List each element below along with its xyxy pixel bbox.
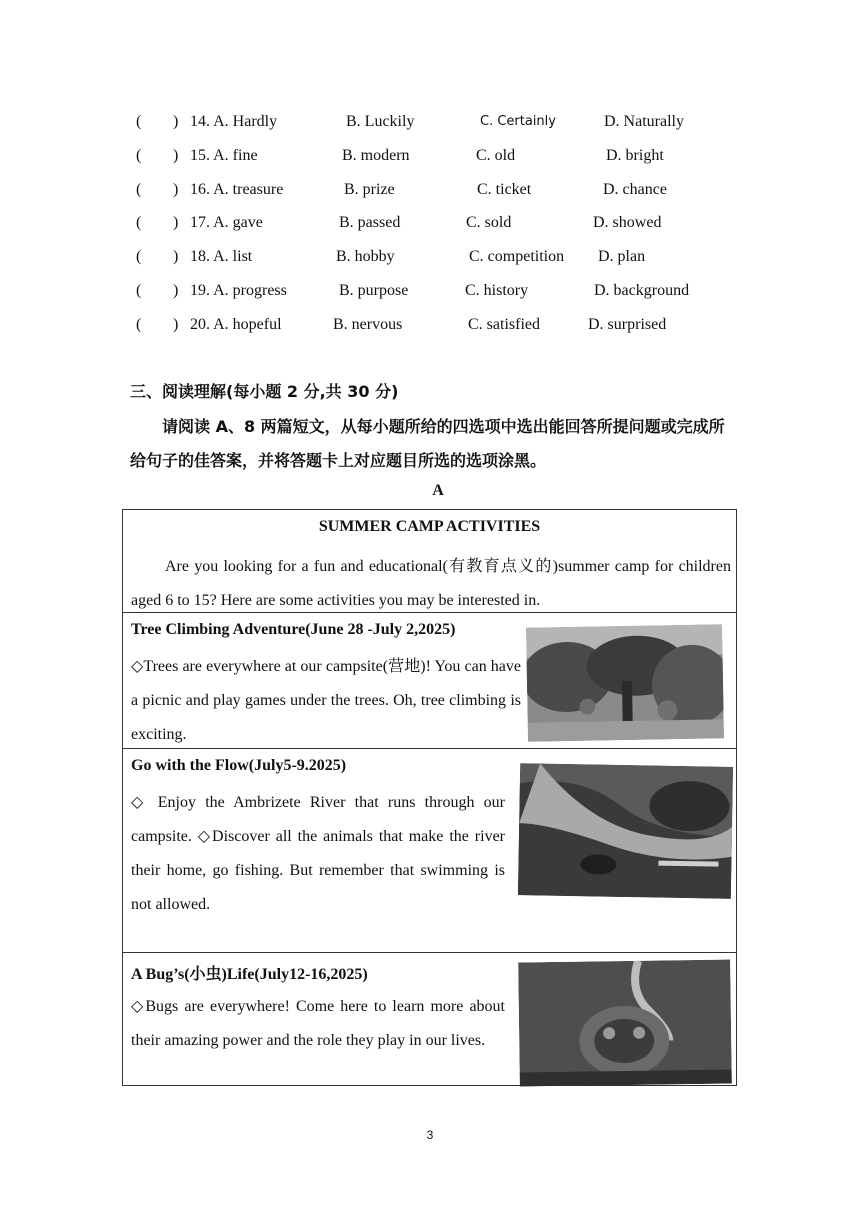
answer-paren-right: ) [173, 146, 179, 164]
option-b: B. hobby [336, 248, 395, 266]
option-a: 14. A. Hardly [190, 113, 278, 130]
option-b: B. passed [339, 214, 401, 232]
activity-title: A Bug’s(小虫)Life(July12-16,2025) [131, 966, 368, 983]
option-a: 18. A. list [190, 248, 253, 266]
tree-photo [526, 624, 724, 741]
question-row [136, 313, 776, 347]
option-c: C. sold [466, 214, 512, 232]
answer-paren-left: ( [136, 214, 142, 232]
answer-paren-right: ) [173, 315, 179, 333]
option-d: D. Naturally [604, 113, 684, 130]
activity-title: Tree Climbing Adventure(June 28 -July 2,2025) [131, 621, 456, 638]
camp-activities-table [122, 509, 737, 1086]
answer-paren-left: ( [136, 146, 142, 164]
activity-cell [123, 953, 736, 1086]
camp-intro: Are you looking for a fun and educational(有教育点义的)summer camp for children aged 6 to 15? Here are some activities you may be interested in. [131, 558, 731, 609]
option-c: C. satisfied [468, 315, 540, 333]
answer-paren-right: ) [173, 113, 179, 130]
camp-header-cell [123, 510, 736, 613]
activity-text: ◇Trees are everywhere at our campsite(营地)! You can have a picnic and play games under the trees. Oh, tree climbing is exciting. [131, 658, 521, 743]
option-c: C. old [476, 146, 516, 164]
answer-paren-left: ( [136, 248, 142, 266]
option-d: D. showed [593, 214, 662, 232]
option-a: 19. A. progress [190, 281, 287, 299]
answer-paren-right: ) [173, 214, 179, 232]
question-row [136, 211, 776, 245]
option-b: B. Luckily [346, 113, 415, 130]
option-c: C. competition [469, 248, 565, 266]
option-b: B. nervous [333, 315, 403, 333]
activity-cell [123, 749, 736, 953]
question-row [136, 110, 776, 144]
answer-paren-left: ( [136, 180, 142, 198]
answer-paren-left: ( [136, 315, 142, 333]
passage-label: A [432, 482, 444, 499]
river-photo [518, 763, 733, 899]
activity-cell [123, 613, 736, 749]
option-d: D. surprised [588, 315, 667, 333]
answer-paren-left: ( [136, 113, 142, 130]
question-list [136, 110, 776, 347]
answer-paren-right: ) [173, 180, 179, 198]
option-d: D. background [594, 281, 690, 299]
option-a: 20. A. hopeful [190, 315, 282, 333]
option-a: 15. A. fine [190, 146, 258, 164]
option-a: 17. A. gave [190, 214, 263, 232]
activity-title: Go with the Flow(July5-9.2025) [131, 757, 347, 774]
option-d: D. bright [606, 146, 664, 164]
option-b: B. modern [342, 146, 410, 164]
option-c: C. Certainly [480, 114, 556, 129]
answer-paren-right: ) [173, 281, 179, 299]
question-row [136, 245, 776, 279]
page-number: 3 [426, 1128, 434, 1142]
activity-text: ◇ Enjoy the Ambrizete River that runs through our campsite. ◇Discover all the animals that make the river their home, go fishing. But remember that swimming is not allowed. [131, 794, 505, 913]
option-c: C. ticket [477, 180, 532, 198]
option-b: B. prize [344, 180, 395, 198]
option-b: B. purpose [339, 281, 409, 299]
bug-photo [518, 960, 732, 1087]
activity-text: ◇Bugs are everywhere! Come here to learn more about their amazing power and the role they play in our lives. [131, 998, 505, 1049]
option-d: D. chance [603, 180, 667, 198]
section-instruction: 请阅读 A、8 两篇短文，从每小题所给的四选项中选出能回答所提问题或完成所给句子的佳答案，并将答题卡上对应题目所选的选项涂黑。 [130, 417, 725, 470]
question-row [136, 144, 776, 178]
question-row [136, 279, 776, 313]
question-row [136, 178, 776, 212]
camp-title: SUMMER CAMP ACTIVITIES [318, 518, 541, 535]
answer-paren-left: ( [136, 281, 142, 299]
option-d: D. plan [598, 248, 646, 266]
option-c: C. history [465, 281, 529, 299]
option-a: 16. A. treasure [190, 180, 284, 198]
answer-paren-right: ) [173, 248, 179, 266]
section-title: 三、阅读理解(每小题 2 分,共 30 分) [130, 382, 399, 401]
